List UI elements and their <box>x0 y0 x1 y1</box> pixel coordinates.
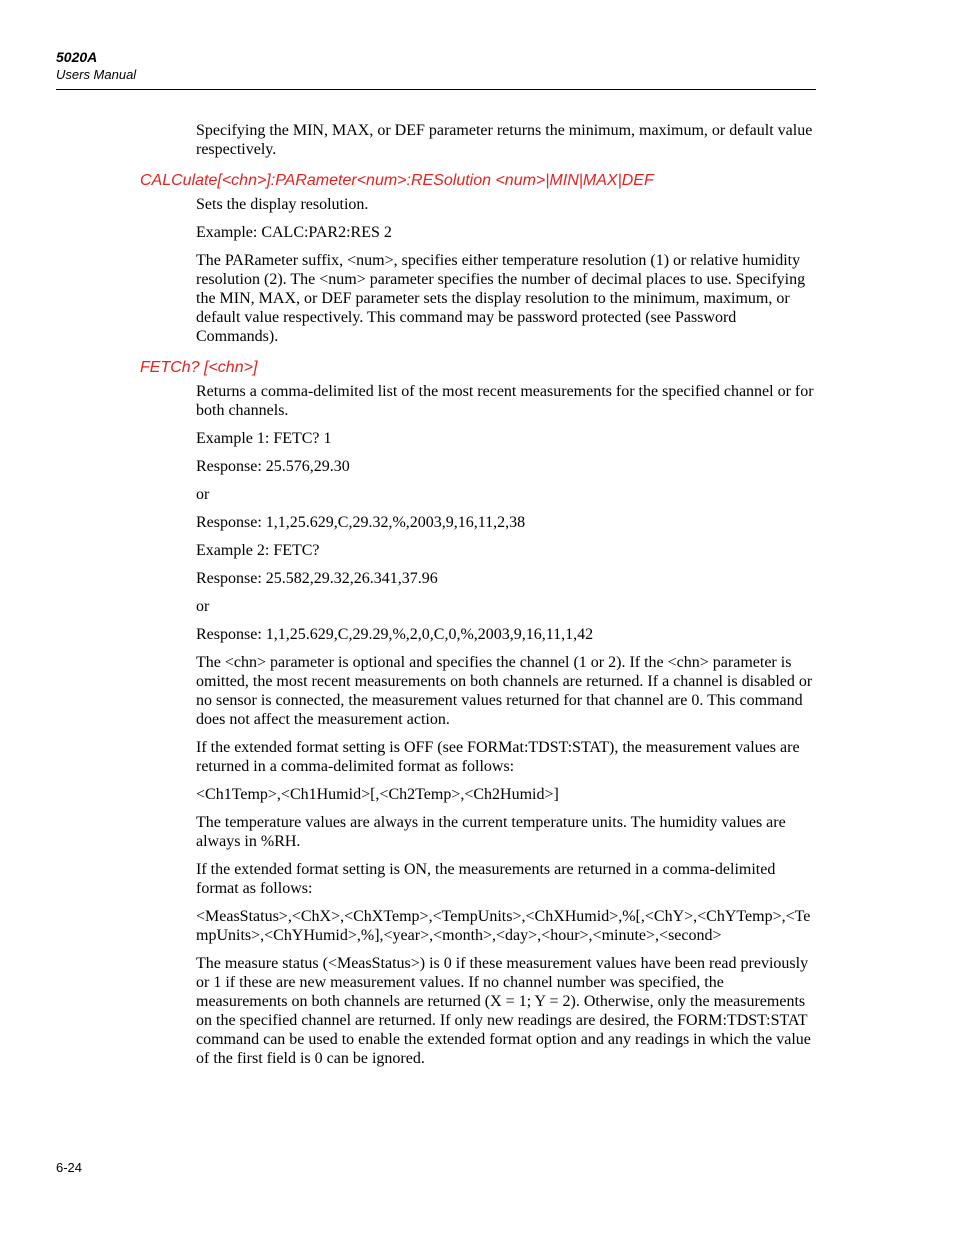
body-paragraph: If the extended format setting is OFF (see FORMat:TDST:STAT), the measurement values are returned in a comma-delimited format as follows: <box>196 739 800 775</box>
or-line: or <box>196 598 210 615</box>
example-line: Example: CALC:PAR2:RES 2 <box>196 224 392 241</box>
page-body <box>0 121 954 1077</box>
response-line: Response: 25.582,29.32,26.341,37.96 <box>196 570 438 587</box>
document-title: 5020A <box>56 49 98 65</box>
or-line: or <box>196 486 210 503</box>
page-header <box>56 48 816 84</box>
body-paragraph: The measure status (<MeasStatus>) is 0 if these measurement values have been read previously or 1 if these are new measurement values. If no channel number was specified, the measurements on both channels are returned (X = 1; Y = 2). Otherwise, only the measurements on the specified channel are returned. If only new readings are desired, the FORM:TDST:STAT command can be used to enable the extended format option and any readings in which the value of the first field is 0 can be ignored. <box>196 955 811 1067</box>
body-paragraph: The temperature values are always in the current temperature units. The humidity values are always in %RH. <box>196 814 786 850</box>
response-line: Response: 25.576,29.30 <box>196 458 350 475</box>
format-line: <Ch1Temp>,<Ch1Humid>[,<Ch2Temp>,<Ch2Humid>] <box>196 786 559 803</box>
header-divider <box>56 89 816 90</box>
format-line: <MeasStatus>,<ChX>,<ChXTemp>,<TempUnits>,<ChXHumid>,%[,<ChY>,<ChYTemp>,<TempUnits>,<ChYHumid>,%],<year>,<month>,<day>,<hour>,<minute>,<second> <box>196 908 811 944</box>
body-paragraph: Sets the display resolution. <box>196 196 369 213</box>
response-line: Response: 1,1,25.629,C,29.29,%,2,0,C,0,%,2003,9,16,11,1,42 <box>196 626 594 643</box>
page-number: 6-24 <box>56 1160 83 1175</box>
body-paragraph: The PARameter suffix, <num>, specifies either temperature resolution (1) or relative humidity resolution (2). The <num> parameter specifies the number of decimal places to use. Specifying the MIN, MAX, or DEF parameter sets the display resolution to the minimum, maximum, or default value respectively. This command may be password protected (see Password Commands). <box>196 252 806 345</box>
section-heading-fetch: FETCh? [<chn>] <box>140 359 258 376</box>
document-subtitle: Users Manual <box>56 67 137 82</box>
response-line: Response: 1,1,25.629,C,29.32,%,2003,9,16,11,2,38 <box>196 514 526 531</box>
example-line: Example 2: FETC? <box>196 542 320 559</box>
section-heading-calc-resolution: CALCulate[<chn>]:PARameter<num>:RESolution <num>|MIN|MAX|DEF <box>140 172 654 189</box>
intro-paragraph: Specifying the MIN, MAX, or DEF parameter returns the minimum, maximum, or default value respectively. <box>196 122 813 158</box>
example-line: Example 1: FETC? 1 <box>196 430 332 447</box>
body-paragraph: Returns a comma-delimited list of the most recent measurements for the specified channel or for both channels. <box>196 383 814 419</box>
body-paragraph: The <chn> parameter is optional and specifies the channel (1 or 2). If the <chn> parameter is omitted, the most recent measurements on both channels are returned. If a channel is disabled or no sensor is connected, the measurement values returned for that channel are 0. This command does not affect the measurement action. <box>196 654 813 728</box>
body-paragraph: If the extended format setting is ON, the measurements are returned in a comma-delimited format as follows: <box>196 861 776 897</box>
